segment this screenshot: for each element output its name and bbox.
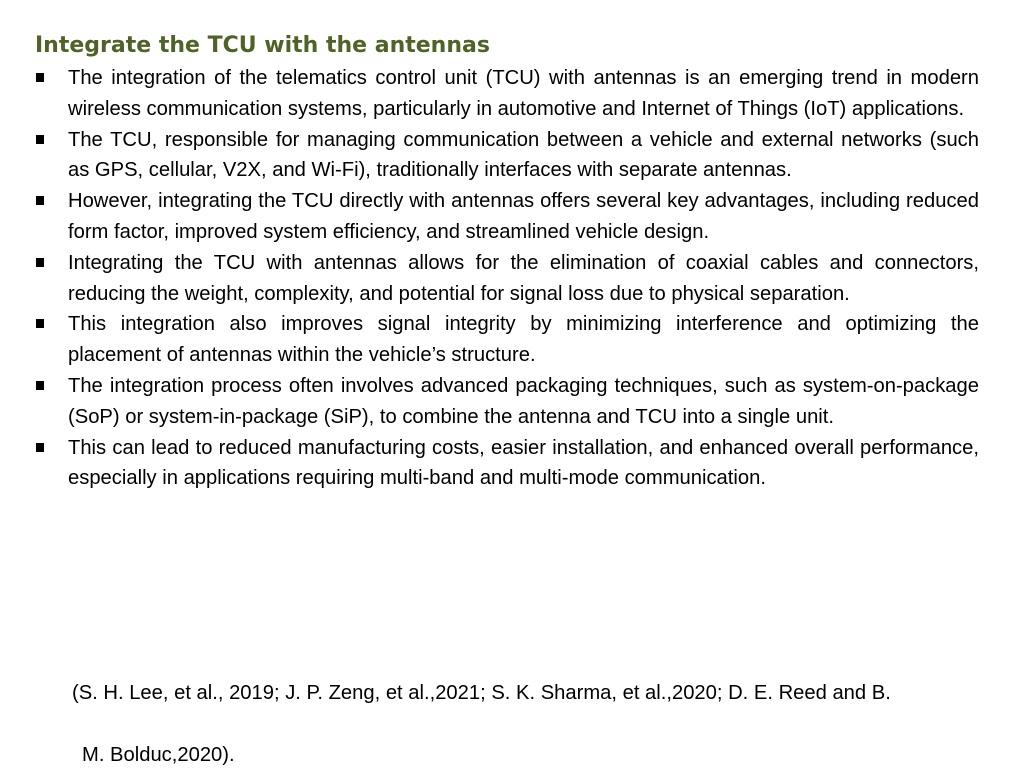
citation-line-2: M. Bolduc,2020). — [82, 744, 235, 766]
bullet-item — [35, 309, 979, 371]
bullet-item — [35, 186, 979, 248]
bullet-item — [35, 248, 979, 310]
square-bullet-icon — [36, 73, 44, 82]
bullet-text: The integration of the telematics control unit (TCU) with antennas is an emerging trend in modern wireless communication systems, particularly in automotive and Internet of Things (IoT) applications. — [68, 67, 979, 120]
bullet-list — [35, 63, 979, 494]
bullet-text: The integration process often involves advanced packaging techniques, such as system-on-package (SoP) or system-in-package (SiP), to combine the antenna and TCU into a single unit. — [68, 374, 979, 428]
bullet-text: This can lead to reduced manufacturing costs, easier installation, and enhanced overall performance, especially in applications requiring multi-band and multi-mode communication. — [68, 436, 979, 490]
citation-line-1: (S. H. Lee, et al., 2019; J. P. Zeng, et al.,2021; S. K. Sharma, et al.,2020; D. E. Reed and B. — [72, 682, 891, 704]
square-bullet-icon — [36, 443, 44, 452]
bullet-item — [35, 125, 979, 187]
square-bullet-icon — [36, 258, 44, 267]
square-bullet-icon — [36, 381, 44, 390]
bullet-text: Integrating the TCU with antennas allows for the elimination of coaxial cables and connectors, reducing the weight, complexity, and potential for signal loss due to physical separation. — [68, 251, 979, 305]
square-bullet-icon — [36, 319, 44, 328]
square-bullet-icon — [36, 135, 44, 144]
bullet-item — [35, 433, 979, 495]
bullet-item — [35, 63, 979, 125]
bullet-text: The TCU, responsible for managing communication between a vehicle and external networks (such as GPS, cellular, V2X, and Wi-Fi), traditionally interfaces with separate antennas. — [68, 128, 979, 182]
bullet-text: However, integrating the TCU directly with antennas offers several key advantages, including reduced form factor, improved system efficiency, and streamlined vehicle design. — [68, 190, 979, 243]
slide-title: Integrate the TCU with the antennas — [35, 33, 490, 58]
square-bullet-icon — [36, 196, 44, 205]
bullet-item — [35, 371, 979, 433]
bullet-text: This integration also improves signal integrity by minimizing interference and optimizing the placement of antennas within the vehicle’s structure. — [68, 313, 979, 367]
